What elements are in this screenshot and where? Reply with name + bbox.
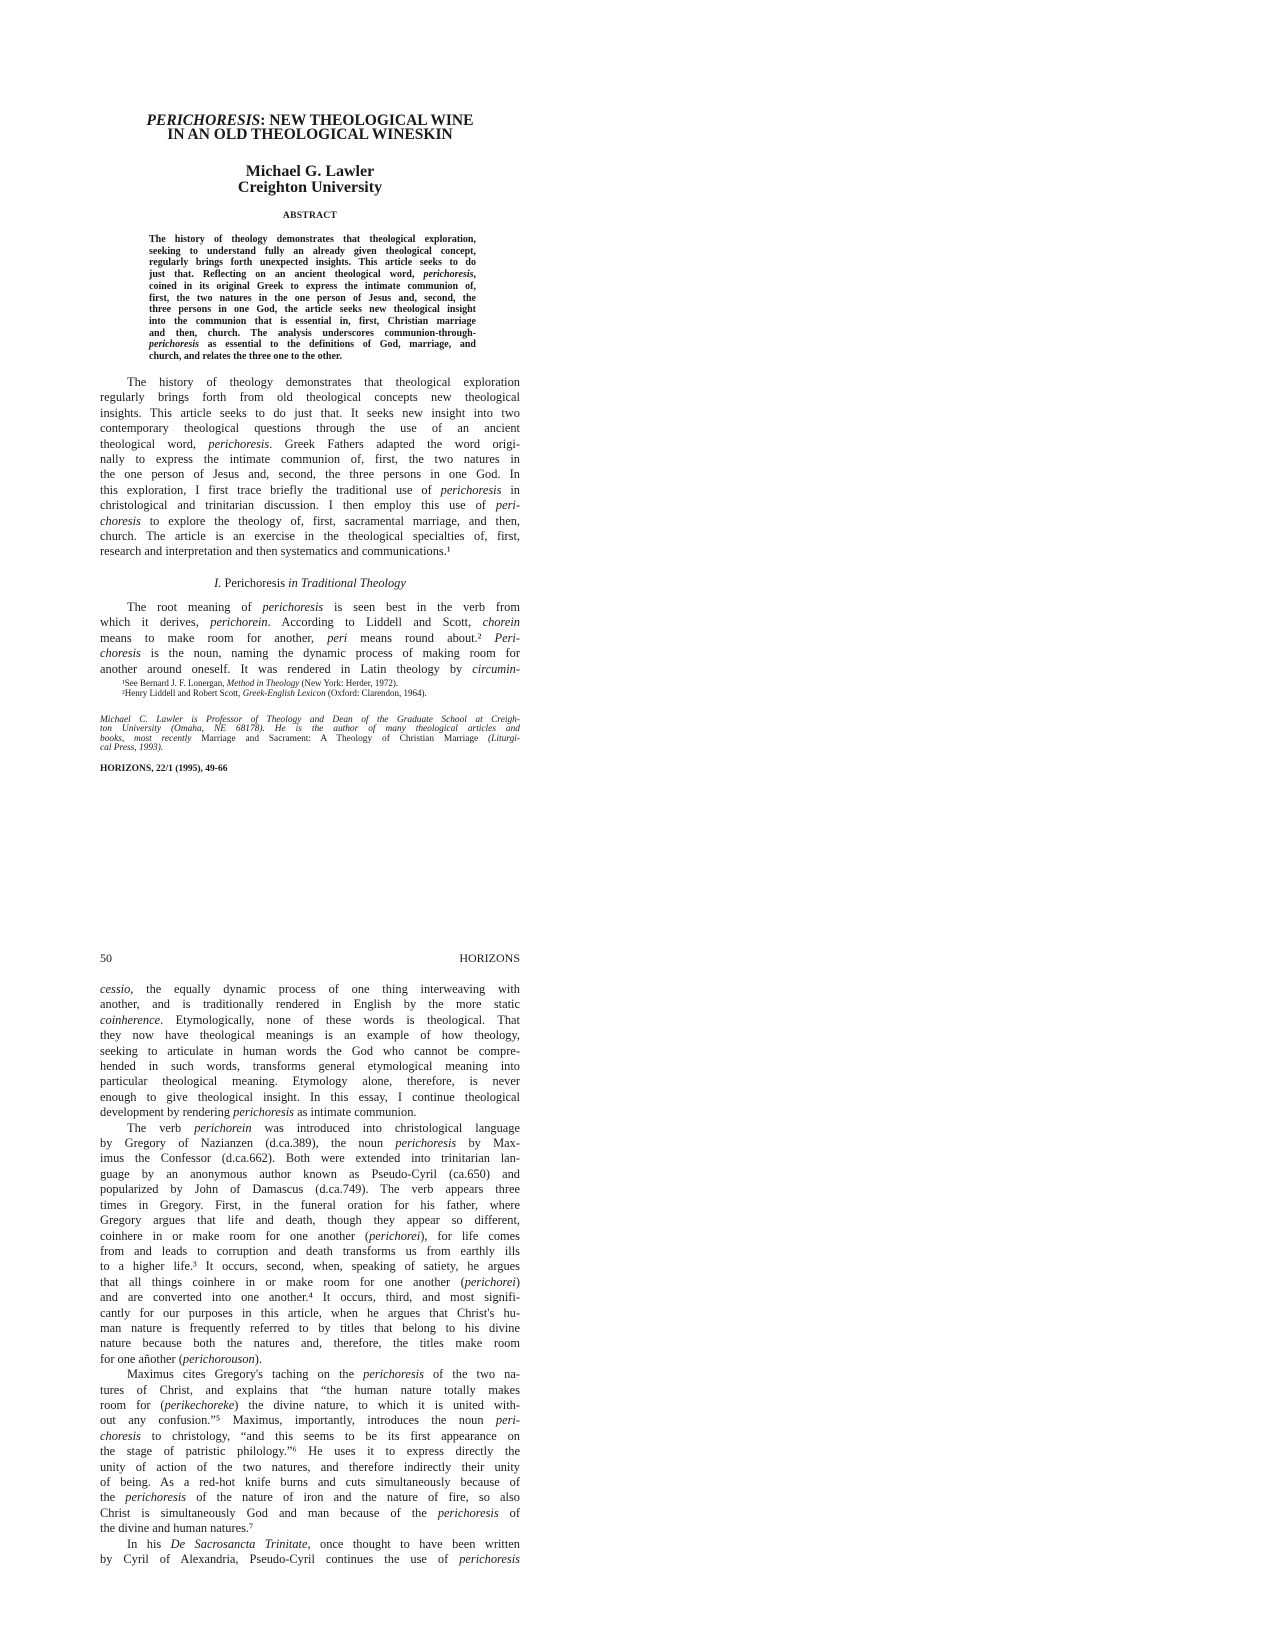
text-line: ²Henry Liddell and Robert Scott, Greek-English Lexicon (Oxford: Clarendon, 1964).	[122, 688, 427, 698]
text-line: enough to give theological insight. In this essay, I continue theological	[100, 1089, 520, 1104]
text-line: nally to express the intimate communion of, first, the two natures in	[100, 452, 520, 467]
italic-text: Peri-	[494, 630, 520, 645]
text-line: by Gregory of Nazianzen (d.ca.389), the noun perichoresis by Max-	[100, 1136, 520, 1151]
text-line: choresis is the noun, naming the dynamic process of making room for	[100, 646, 520, 661]
italic-text: coinherence	[100, 1012, 161, 1027]
italic-text: perichorein	[210, 615, 268, 630]
text-line: tures of Christ, and explains that “the human nature totally makes	[100, 1382, 520, 1397]
italic-text: perichoresis	[363, 1367, 424, 1382]
italic-text: I.	[214, 576, 222, 590]
text-line: coined in its original Greek to express the intimate communion of,	[149, 280, 476, 292]
italic-text: peri-	[495, 1413, 520, 1428]
paragraph	[100, 1367, 520, 1536]
text-line: regularly brings forth from old theological concepts new theological	[100, 390, 520, 405]
article-title	[100, 114, 520, 142]
text-line: PERICHORESIS: NEW THEOLOGICAL WINE	[146, 112, 474, 129]
paragraph	[100, 1121, 520, 1368]
text-line: ¹See Bernard J. F. Lonergan, Method in Theology (New York: Herder, 1972).	[122, 678, 399, 688]
italic-text: perichoresis	[149, 339, 199, 351]
section-heading	[100, 576, 520, 591]
italic-text: perichorouson	[182, 1351, 255, 1366]
italic-text: circumin-	[472, 661, 520, 676]
text-line: The history of theology demonstrates that theological exploration	[127, 375, 520, 389]
italic-text: ton University (Omaha, NE 68178). He is the author of many theological articles and	[100, 724, 520, 735]
text-line: cantly for our purposes in this article, when he argues that Christ's hu-	[100, 1305, 520, 1320]
italic-text: Michael C. Lawler is Professor of Theology and Dean of the Graduate School at Creigh-	[100, 715, 520, 725]
text-line: they now have theological meanings is an example of how theology,	[100, 1028, 520, 1043]
footnotes	[100, 678, 520, 698]
italic-text: Greek-English Lexicon	[242, 688, 326, 698]
text-line: times in Gregory. First, in the funeral oration for his father, where	[100, 1197, 520, 1212]
text-line: choresis to christology, “and this seems to be its first appearance on	[100, 1428, 520, 1443]
text-line: popularized by John of Damascus (d.ca.749). The verb appears three	[100, 1182, 520, 1197]
author-block	[100, 164, 520, 196]
italic-text: perichoresis	[459, 1552, 520, 1567]
page-number: 50	[100, 951, 112, 965]
italic-text: perichoresis	[262, 600, 324, 614]
text-line: IN AN OLD THEOLOGICAL WINESKIN	[167, 126, 453, 143]
italic-text: perichoresis	[395, 1136, 457, 1151]
text-line: the stage of patristic philology.”⁶ He uses it to express directly the	[100, 1444, 520, 1459]
text-line: coinherence. Etymologically, none of these words is theological. That	[100, 1012, 520, 1027]
italic-text: perikechoreke	[164, 1397, 235, 1412]
text-line: the one person of Jesus and, second, the three persons in one God. In	[100, 467, 520, 482]
text-line: insights. This article seeks to do just that. It seeks new insight into two	[100, 405, 520, 420]
italic-text: cal Press, 1993).	[100, 743, 164, 754]
text-line: research and interpretation and then systematics and communications.¹	[100, 544, 451, 559]
text-line: and are converted into one another.⁴ It occurs, third, and most signifi-	[100, 1290, 520, 1305]
text-line: seeking to articulate in human words the God who cannot be compre-	[100, 1043, 520, 1058]
italic-text: perichoresis	[125, 1490, 187, 1505]
text-line: books, most recently Marriage and Sacrament: A Theology of Christian Marriage (Liturgi-	[100, 733, 520, 744]
paragraph-intro	[100, 375, 520, 560]
text-line: coinhere in or make room for one another (perichorei), for life comes	[100, 1228, 520, 1243]
text-line: particular theological meaning. Etymology alone, therefore, is never	[100, 1074, 520, 1089]
text-line: to a higher life.³ It occurs, second, when, speaking of satiety, he argues	[100, 1259, 520, 1274]
text-line: just that. Reflecting on an ancient theological word, perichoresis,	[149, 269, 476, 281]
text-line: that all things coinhere in or make room for one another (perichorei)	[100, 1274, 520, 1289]
text-line: hended in such words, transforms general etymological meaning into	[100, 1059, 520, 1074]
text-line: and then, church. The analysis underscores communion-through-	[149, 327, 476, 339]
journal-citation: HORIZONS, 22/1 (1995), 49-66	[100, 764, 228, 774]
text-line: imus the Confessor (d.ca.662). Both were extended into trinitarian lan-	[100, 1151, 520, 1166]
text-line: three persons in one God, the article seeks new theological insight	[149, 304, 476, 316]
text-line: perichoresis as essential to the definitions of God, marriage, and	[149, 339, 476, 351]
text-line: into the communion that is essential in, first, Christian marriage	[149, 315, 476, 327]
italic-text: perichorein	[194, 1120, 252, 1135]
italic-text: choresis	[100, 513, 141, 528]
author-name: Michael G. Lawler	[245, 163, 375, 180]
abstract-heading: ABSTRACT	[282, 211, 338, 221]
page2-body	[100, 982, 520, 1567]
text-line: nature because both the natures and, therefore, the titles make room	[100, 1336, 520, 1351]
text-line: out any confusion.”⁵ Maximus, importantly, introduces the noun peri-	[100, 1413, 520, 1428]
italic-text: choresis	[100, 1428, 141, 1443]
italic-text: in Traditional Theology	[288, 576, 406, 590]
text-line: from and leads to corruption and death transforms us from earthly ills	[100, 1243, 520, 1258]
text-line: the perichoresis of the nature of iron and the nature of fire, so also	[100, 1490, 520, 1505]
text-line: means to make room for another, peri means round about.² Peri-	[100, 630, 520, 645]
text-line: guage by an anonymous author known as Pseudo-Cyril (ca.650) and	[100, 1166, 520, 1181]
italic-text: perichorei	[464, 1274, 516, 1289]
paragraph	[100, 1537, 520, 1568]
text-line: another around oneself. It was rendered in Latin theology by circumin-	[100, 661, 520, 676]
text-line: room for (perikechoreke) the divine nature, to which it is united with-	[100, 1397, 520, 1412]
text-line: The root meaning of perichoresis is seen best in the verb from	[127, 600, 520, 614]
text-line: cessio, the equally dynamic process of one thing interweaving with	[100, 982, 520, 996]
italic-text: cessio	[100, 982, 131, 996]
running-header	[100, 951, 520, 966]
text-line: Maximus cites Gregory's taching on the perichoresis of the two na-	[127, 1367, 520, 1382]
text-line: The verb perichorein was introduced into christological language	[127, 1120, 520, 1135]
text-line: Christ is simultaneously God and man because of the perichoresis of	[100, 1505, 520, 1520]
text-line: another, and is traditionally rendered in English by the more static	[100, 997, 520, 1012]
text-line: the divine and human natures.⁷	[100, 1521, 254, 1536]
text-line: regularly brings forth unexpected insights. This article seeks to do	[149, 257, 476, 269]
italic-text: perichoresis	[440, 482, 502, 497]
paragraph-root-meaning	[100, 600, 520, 677]
text-line: choresis to explore the theology of, first, sacramental marriage, and then,	[100, 513, 520, 528]
text-line: first, the two natures in the one person of Jesus and, second, the	[149, 292, 476, 304]
text-line: christological and trinitarian discussion. I then employ this use of peri-	[100, 498, 520, 513]
italic-text: perichorei	[369, 1228, 421, 1243]
author-bio	[100, 716, 520, 754]
italic-text: choresis	[100, 646, 141, 661]
author-affiliation: Creighton University	[237, 179, 383, 196]
text-line: church. The article is an exercise in the theological specialties of, first,	[100, 529, 520, 544]
text-line: theological word, perichoresis. Greek Fathers adapted the word origi-	[100, 436, 520, 451]
text-line: church, and relates the three one to the other.	[149, 351, 342, 363]
running-head-title: HORIZONS	[459, 951, 520, 965]
italic-text: De Sacrosancta Trinitate	[170, 1536, 308, 1551]
italic-text: PERICHORESIS	[146, 112, 261, 129]
text-line: of being. As a red-hot knife burns and cuts simultaneously because of	[100, 1475, 520, 1489]
paragraph	[100, 982, 520, 1121]
text-line: seeking to understand fully an already given theological concept,	[149, 245, 476, 257]
text-line: this exploration, I first trace briefly the traditional use of perichoresis in	[100, 482, 520, 497]
text-line	[100, 744, 520, 753]
italic-text: books, most recently	[100, 733, 202, 744]
italic-text: (Liturgi-	[478, 733, 520, 744]
italic-text: perichoresis	[423, 269, 474, 281]
text-line: unity of action of the two natures, and therefore indirectly their unity	[100, 1459, 520, 1474]
text-line: In his De Sacrosancta Trinitate, once thought to have been written	[127, 1536, 521, 1551]
text-line: development by rendering perichoresis as intimate communion.	[100, 1105, 417, 1120]
abstract-text	[149, 234, 476, 363]
text-line: by Cyril of Alexandria, Pseudo-Cyril continues the use of perichoresis	[100, 1552, 520, 1567]
italic-text: peri-	[495, 498, 520, 513]
italic-text: perichoresis	[208, 436, 270, 451]
text-line: which it derives, perichorein. According to Liddell and Scott, chorein	[100, 615, 520, 630]
italic-text: peri	[327, 630, 348, 645]
italic-text: perichoresis	[233, 1105, 294, 1120]
text-line: for one añother (perichorouson).	[100, 1351, 262, 1366]
text-line: I. Perichoresis in Traditional Theology	[214, 576, 406, 590]
text-line: Gregory argues that life and death, though they appear so different,	[100, 1213, 520, 1228]
text-line: The history of theology demonstrates that theological exploration,	[149, 234, 476, 245]
text-line: contemporary theological questions through the use of an ancient	[100, 421, 520, 436]
italic-text: Method in Theology	[226, 678, 300, 688]
italic-text: chorein	[482, 615, 520, 630]
text-line: man nature is frequently referred to by titles that belong to his divine	[100, 1320, 520, 1335]
italic-text: perichoresis	[437, 1505, 499, 1520]
